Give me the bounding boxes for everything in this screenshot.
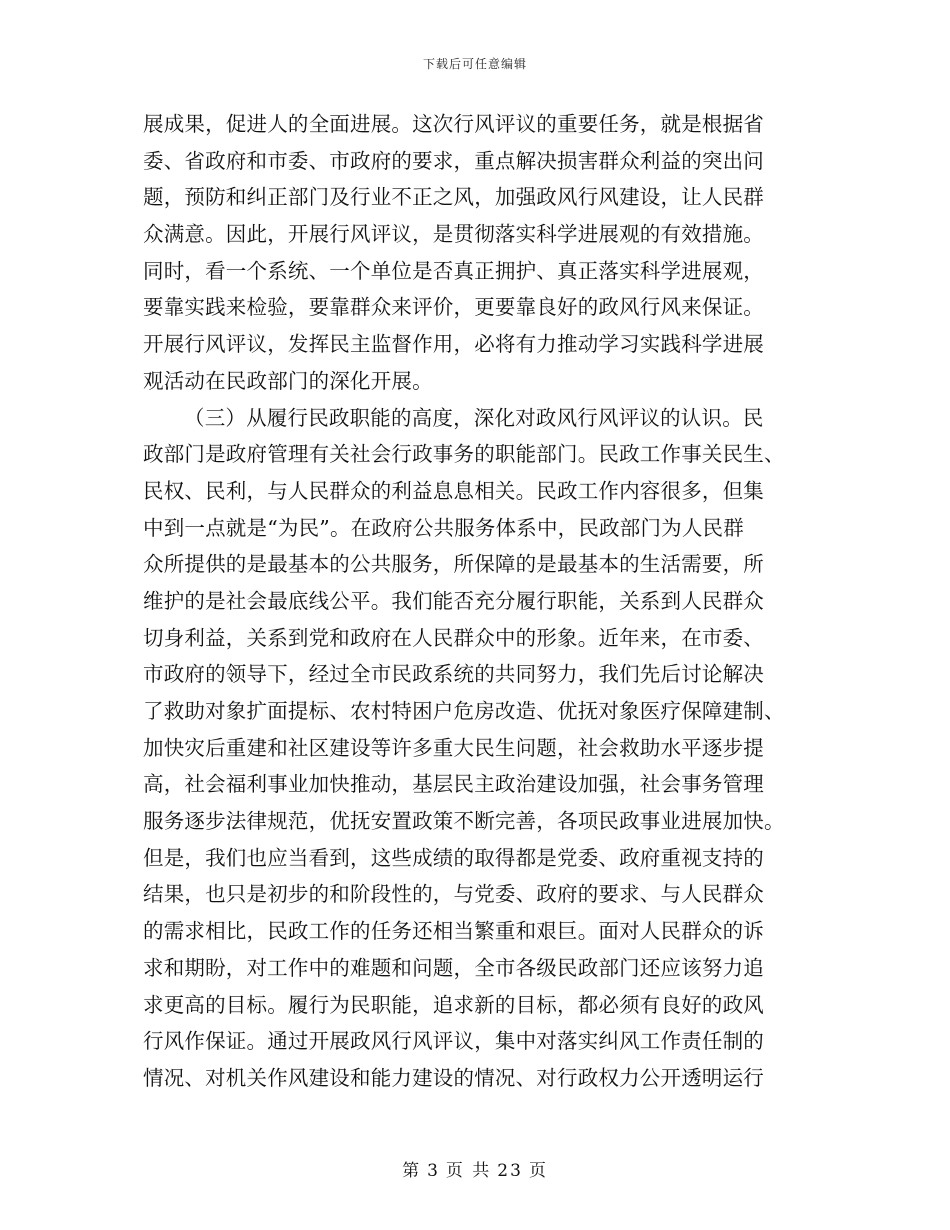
text-line: 同时，看一个系统、一个单位是否真正拥护、真正落实科学进展观， (143, 258, 764, 283)
page-label-post: 页 (528, 1161, 548, 1181)
text-line: 求更高的目标。履行为民职能，追求新的目标，都必须有良好的政风 (143, 992, 764, 1017)
text-line: 中到一点就是“为民”。在政府公共服务体系中，民政部门为人民群 (143, 515, 744, 540)
text-line: 切身利益，关系到党和政府在人民群众中的形象。近年来，在市委、 (143, 625, 764, 650)
text-line: 市政府的领导下，经过全市民政系统的共同努力，我们先后讨论解决 (143, 662, 764, 687)
text-line: 了救助对象扩面提标、农村特困户危房改造、优抚对象医疗保障建制、 (143, 699, 785, 723)
header-note: 下载后可任意编辑 (422, 57, 527, 71)
text-line: 维护的是社会最底线公平。我们能否充分履行职能，关系到人民群众 (143, 588, 764, 613)
page-label-pre: 第 (402, 1161, 422, 1181)
text-line: 但是，我们也应当看到，这些成绩的取得都是党委、政府重视支持的 (143, 845, 764, 870)
text-line: 开展行风评议，发挥民主监督作用，必将有力推动学习实践科学进展 (143, 332, 764, 357)
text-line: 结果，也只是初步的和阶段性的，与党委、政府的要求、与人民群众 (143, 882, 764, 907)
page-current: 3 (427, 1161, 440, 1181)
text-line: 众所提供的是最基本的公共服务，所保障的是最基本的生活需要，所 (143, 552, 764, 577)
text-line: 行风作保证。通过开展政风行风评议，集中对落实纠风工作责任制的 (143, 1029, 764, 1054)
page-total: 23 (497, 1161, 523, 1181)
text-line: 民权、民利，与人民群众的利益息息相关。民政工作内容很多，但集 (143, 478, 764, 503)
text-line: 观活动在民政部门的深化开展。 (143, 368, 433, 393)
body-text (143, 106, 803, 1097)
page-number-footer (0, 1156, 950, 1181)
text-line: 展成果，促进人的全面进展。这次行风评议的重要任务，就是根据省 (143, 112, 764, 136)
text-line: 高，社会福利事业加快推动，基层民主政治建设加强，社会事务管理 (143, 772, 764, 797)
text-line-paragraph-start: （三）从履行民政职能的高度，深化对政风行风评议的认识。民 (184, 405, 764, 430)
text-line: 求和期盼，对工作中的难题和问题，全市各级民政部门还应该努力追 (143, 955, 764, 980)
text-line: 情况、对机关作风建设和能力建设的情况、对行政权力公开透明运行 (143, 1065, 764, 1090)
text-line: 政部门是政府管理有关社会行政事务的职能部门。民政工作事关民生、 (143, 442, 785, 467)
text-line: 众满意。因此，开展行风评议，是贯彻落实科学进展观的有效措施。 (143, 222, 764, 247)
page-label-mid: 页 共 (445, 1161, 492, 1181)
text-line: 的需求相比，民政工作的任务还相当繁重和艰巨。面对人民群众的诉 (143, 919, 764, 944)
text-line: 加快灾后重建和社区建设等许多重大民生问题，社会救助水平逐步提 (143, 735, 764, 760)
text-line: 要靠实践来检验，要靠群众来评价，更要靠良好的政风行风来保证。 (143, 295, 764, 320)
text-line: 服务逐步法律规范，优抚安置政策不断完善，各项民政事业进展加快。 (143, 809, 785, 834)
text-line: 题，预防和纠正部门及行业不正之风，加强政风行风建设，让人民群 (143, 185, 764, 210)
text-line: 委、省政府和市委、市政府的要求，重点解决损害群众利益的突出问 (143, 148, 764, 173)
